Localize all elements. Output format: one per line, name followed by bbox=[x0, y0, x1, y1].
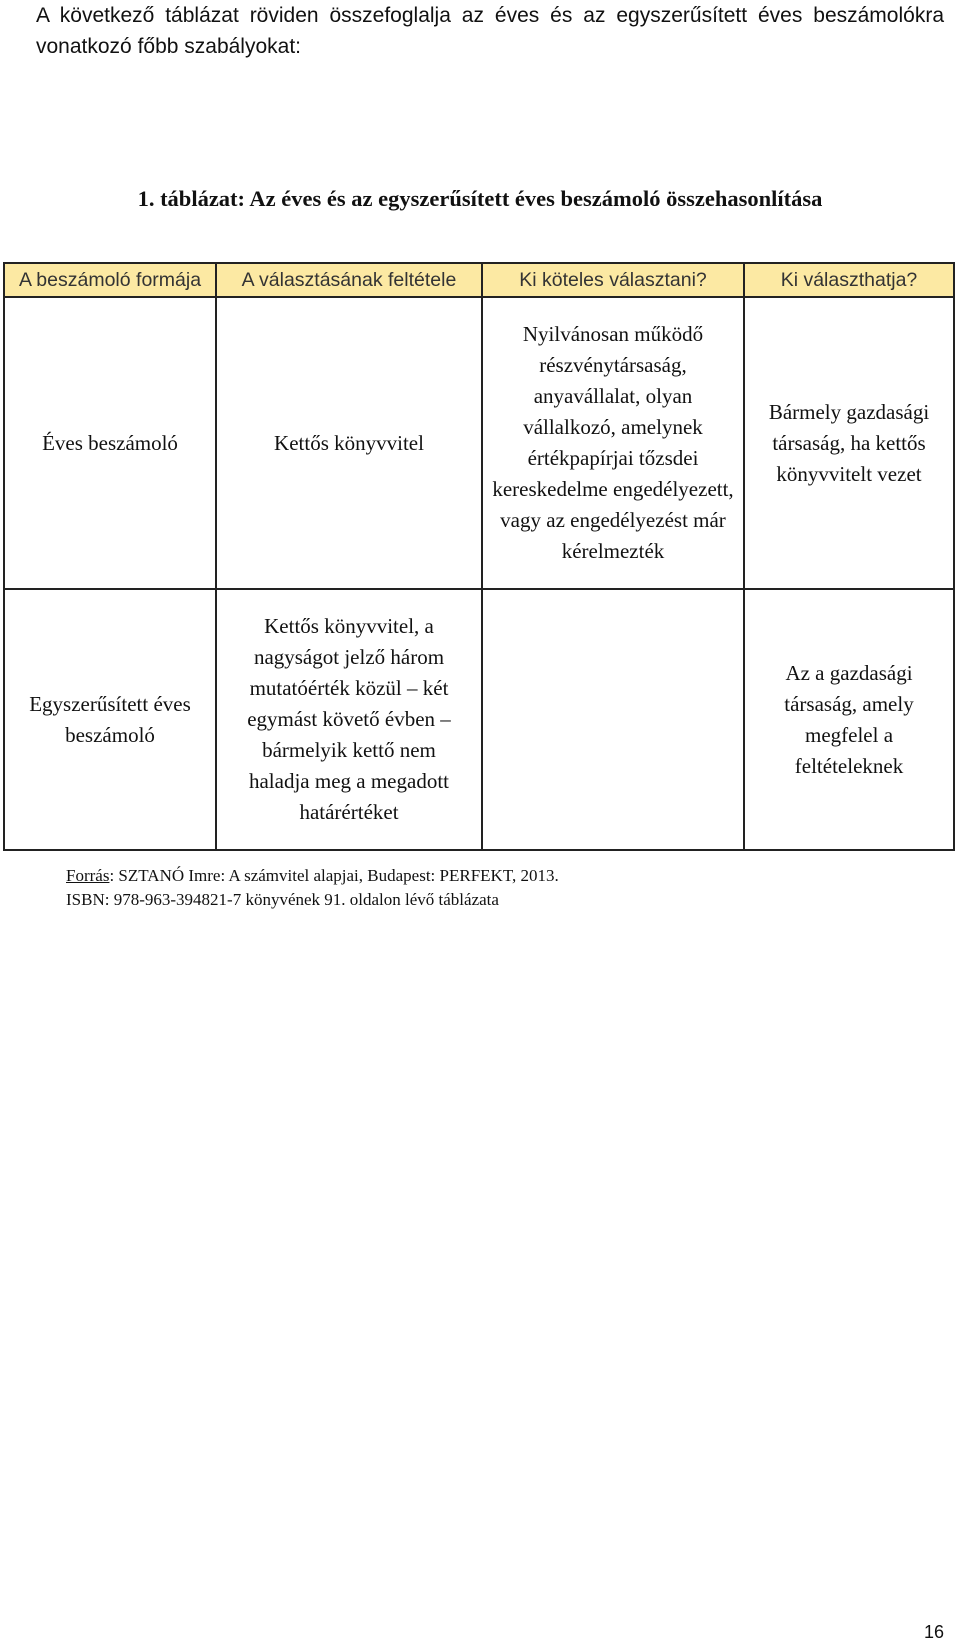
source-isbn: ISBN: 978-963-394821-7 könyvének 91. oldalon lévő táblázata bbox=[66, 890, 499, 909]
header-cell: A választásának feltétele bbox=[216, 263, 482, 297]
source-text: : SZTANÓ Imre: A számvitel alapjai, Budapest: PERFEKT, 2013. bbox=[109, 866, 559, 885]
table-cell: Nyilvánosan működő részvénytársaság, anyavállalat, olyan vállalkozó, amelynek értékpapírjai tőzsdei kereskedelme engedélyezett, vagy az engedélyezést már kérelmezték bbox=[482, 297, 744, 589]
header-cell: A beszámoló formája bbox=[4, 263, 216, 297]
table-cell: Éves beszámoló bbox=[4, 297, 216, 589]
header-cell: Ki köteles választani? bbox=[482, 263, 744, 297]
table-caption: 1. táblázat: Az éves és az egyszerűsített éves beszámoló összehasonlítása bbox=[137, 186, 823, 211]
intro-paragraph: A következő táblázat röviden összefoglalja az éves és az egyszerűsített éves beszámolókra vonatkozó főbb szabályokat: bbox=[36, 4, 944, 58]
table-cell: Az a gazdasági társaság, amely megfelel a feltételeknek bbox=[744, 589, 954, 850]
table-cell: Kettős könyvvitel bbox=[216, 297, 482, 589]
table-cell bbox=[482, 589, 744, 850]
source-label: Forrás bbox=[66, 866, 110, 885]
table-cell: Bármely gazdasági társaság, ha kettős könyvvitelt vezet bbox=[744, 297, 954, 589]
table-row bbox=[4, 297, 954, 589]
header-cell: Ki választhatja? bbox=[744, 263, 954, 297]
table-cell: Kettős könyvvitel, a nagyságot jelző három mutatóérték közül – két egymást követő évben – bármelyik kettő nem haladja meg a megadott határértéket bbox=[216, 589, 482, 850]
source-note bbox=[66, 864, 559, 912]
table-header-row bbox=[4, 263, 954, 297]
table-cell: Egyszerűsített éves beszámoló bbox=[4, 589, 216, 850]
comparison-table bbox=[3, 262, 955, 851]
page-number: 16 bbox=[923, 1622, 944, 1642]
table-row bbox=[4, 589, 954, 850]
